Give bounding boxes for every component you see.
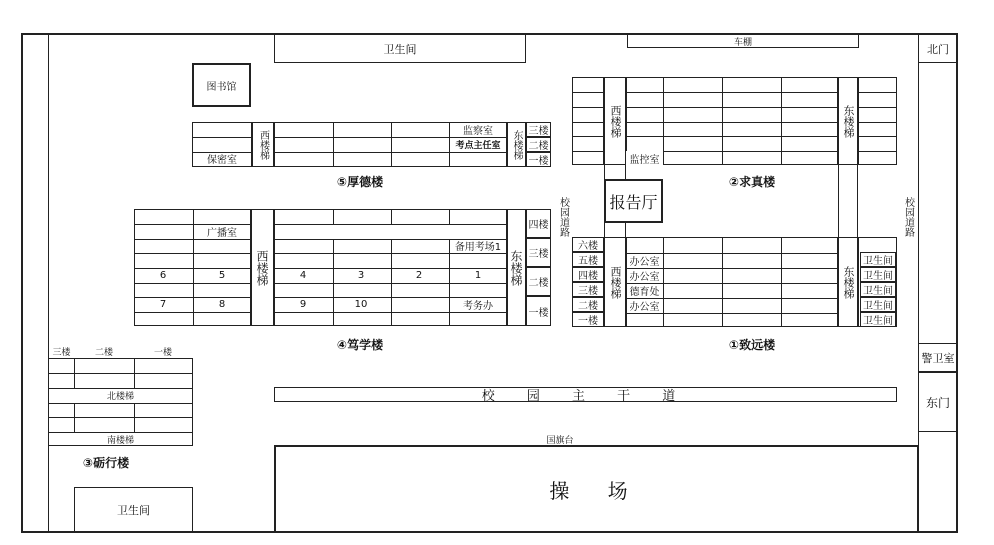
flag-stage: 国旗台 (546, 435, 574, 446)
exam-director-room: 考点主任室 (455, 141, 501, 151)
library: 图书馆 (192, 63, 251, 107)
room-2: 2 (415, 269, 423, 281)
room-5: 5 (218, 269, 226, 281)
lixing-north-stair: 北楼梯 (106, 391, 134, 402)
exam-affairs-office: 考务办 (463, 300, 493, 312)
report-hall: 报告厅 (604, 179, 663, 223)
supervision-room: 监察室 (463, 126, 493, 137)
office-3: 办公室 (629, 301, 660, 313)
room-3: 3 (357, 269, 365, 281)
qiuzhen-building-name: ②求真楼 (728, 174, 776, 189)
zhiyuan-east-stair: 东楼梯 (838, 237, 858, 327)
houde-east-stair: 东楼梯 (507, 122, 526, 167)
north-gate: 北门 (918, 34, 958, 63)
duxue-floor-3: 三楼 (526, 238, 551, 267)
zhiyuan-toilet-3: 卫生间 (860, 282, 896, 297)
moral-education-office: 德育处 (629, 286, 660, 298)
zhiyuan-floor-2: 二楼 (572, 297, 604, 312)
lixing-floor-2: 二楼 (94, 347, 113, 358)
campus-main-road: 校 园 主 干 道 (274, 387, 897, 402)
zhiyuan-building-name: ①致远楼 (728, 337, 776, 352)
houde-floor-2: 二楼 (526, 137, 551, 152)
lixing-building-name: ③砺行楼 (82, 455, 130, 470)
lixing-floor-3: 三楼 (52, 347, 71, 358)
room-9: 9 (299, 298, 307, 310)
duxue-east-stair: 东楼梯 (507, 209, 526, 326)
guard-room: 警卫室 (918, 343, 958, 372)
east-gate: 东门 (918, 372, 958, 432)
room-8: 8 (218, 298, 226, 310)
secret-room: 保密室 (207, 155, 237, 166)
zhiyuan-west-stair: 西楼梯 (604, 237, 626, 327)
houde-building-name: ⑤厚德楼 (336, 174, 384, 189)
qiuzhen-left-grid (572, 77, 604, 165)
room-1: 1 (474, 269, 482, 281)
room-6: 6 (159, 269, 167, 281)
duxue-floor-4: 四楼 (526, 209, 551, 238)
zhiyuan-floor-3: 三楼 (572, 282, 604, 297)
duxue-floor-2: 二楼 (526, 267, 551, 296)
duxue-floor-1: 一楼 (526, 296, 551, 326)
toilet-bottom: 卫生间 (74, 487, 193, 533)
backup-exam-room-1: 备用考场1 (454, 241, 502, 253)
east-connector-corridor (838, 165, 858, 237)
houde-west-stair: 西楼梯 (252, 122, 274, 167)
qiuzhen-west-stair: 西楼梯 (604, 77, 626, 165)
room-4: 4 (299, 269, 307, 281)
zhiyuan-toilet-1: 卫生间 (860, 252, 896, 267)
zhiyuan-floor-5: 五楼 (572, 252, 604, 267)
campus-road-right: 校园道路 (902, 197, 914, 237)
left-boundary-line (48, 34, 49, 532)
zhiyuan-floor-6: 六楼 (572, 237, 604, 252)
playground: 操 场 (274, 445, 919, 533)
broadcast-room: 广播室 (207, 227, 237, 239)
qiuzhen-east-stair: 东楼梯 (838, 77, 858, 165)
zhiyuan-toilet-5: 卫生间 (860, 312, 896, 327)
room-7: 7 (159, 298, 167, 310)
office-1: 办公室 (629, 256, 660, 268)
duxue-building-name: ④笃学楼 (336, 337, 384, 352)
monitoring-room: 监控室 (626, 151, 663, 165)
lixing-floor-1: 一楼 (153, 347, 172, 358)
qiuzhen-right-grid (858, 77, 897, 165)
duxue-west-stair: 西楼梯 (251, 209, 274, 326)
zhiyuan-toilet-4: 卫生间 (860, 297, 896, 312)
zhiyuan-floor-4: 四楼 (572, 267, 604, 282)
zhiyuan-floor-1: 一楼 (572, 312, 604, 327)
houde-floor-1: 一楼 (526, 152, 551, 167)
toilet-top: 卫生间 (274, 34, 526, 63)
lixing-south-stair: 南楼梯 (106, 435, 134, 446)
campus-road-left: 校园道路 (557, 197, 569, 237)
zhiyuan-toilet-2: 卫生间 (860, 267, 896, 282)
room-10: 10 (354, 298, 368, 310)
office-2: 办公室 (629, 271, 660, 283)
bike-shed: 车棚 (627, 34, 859, 48)
houde-floor-3: 三楼 (526, 122, 551, 137)
